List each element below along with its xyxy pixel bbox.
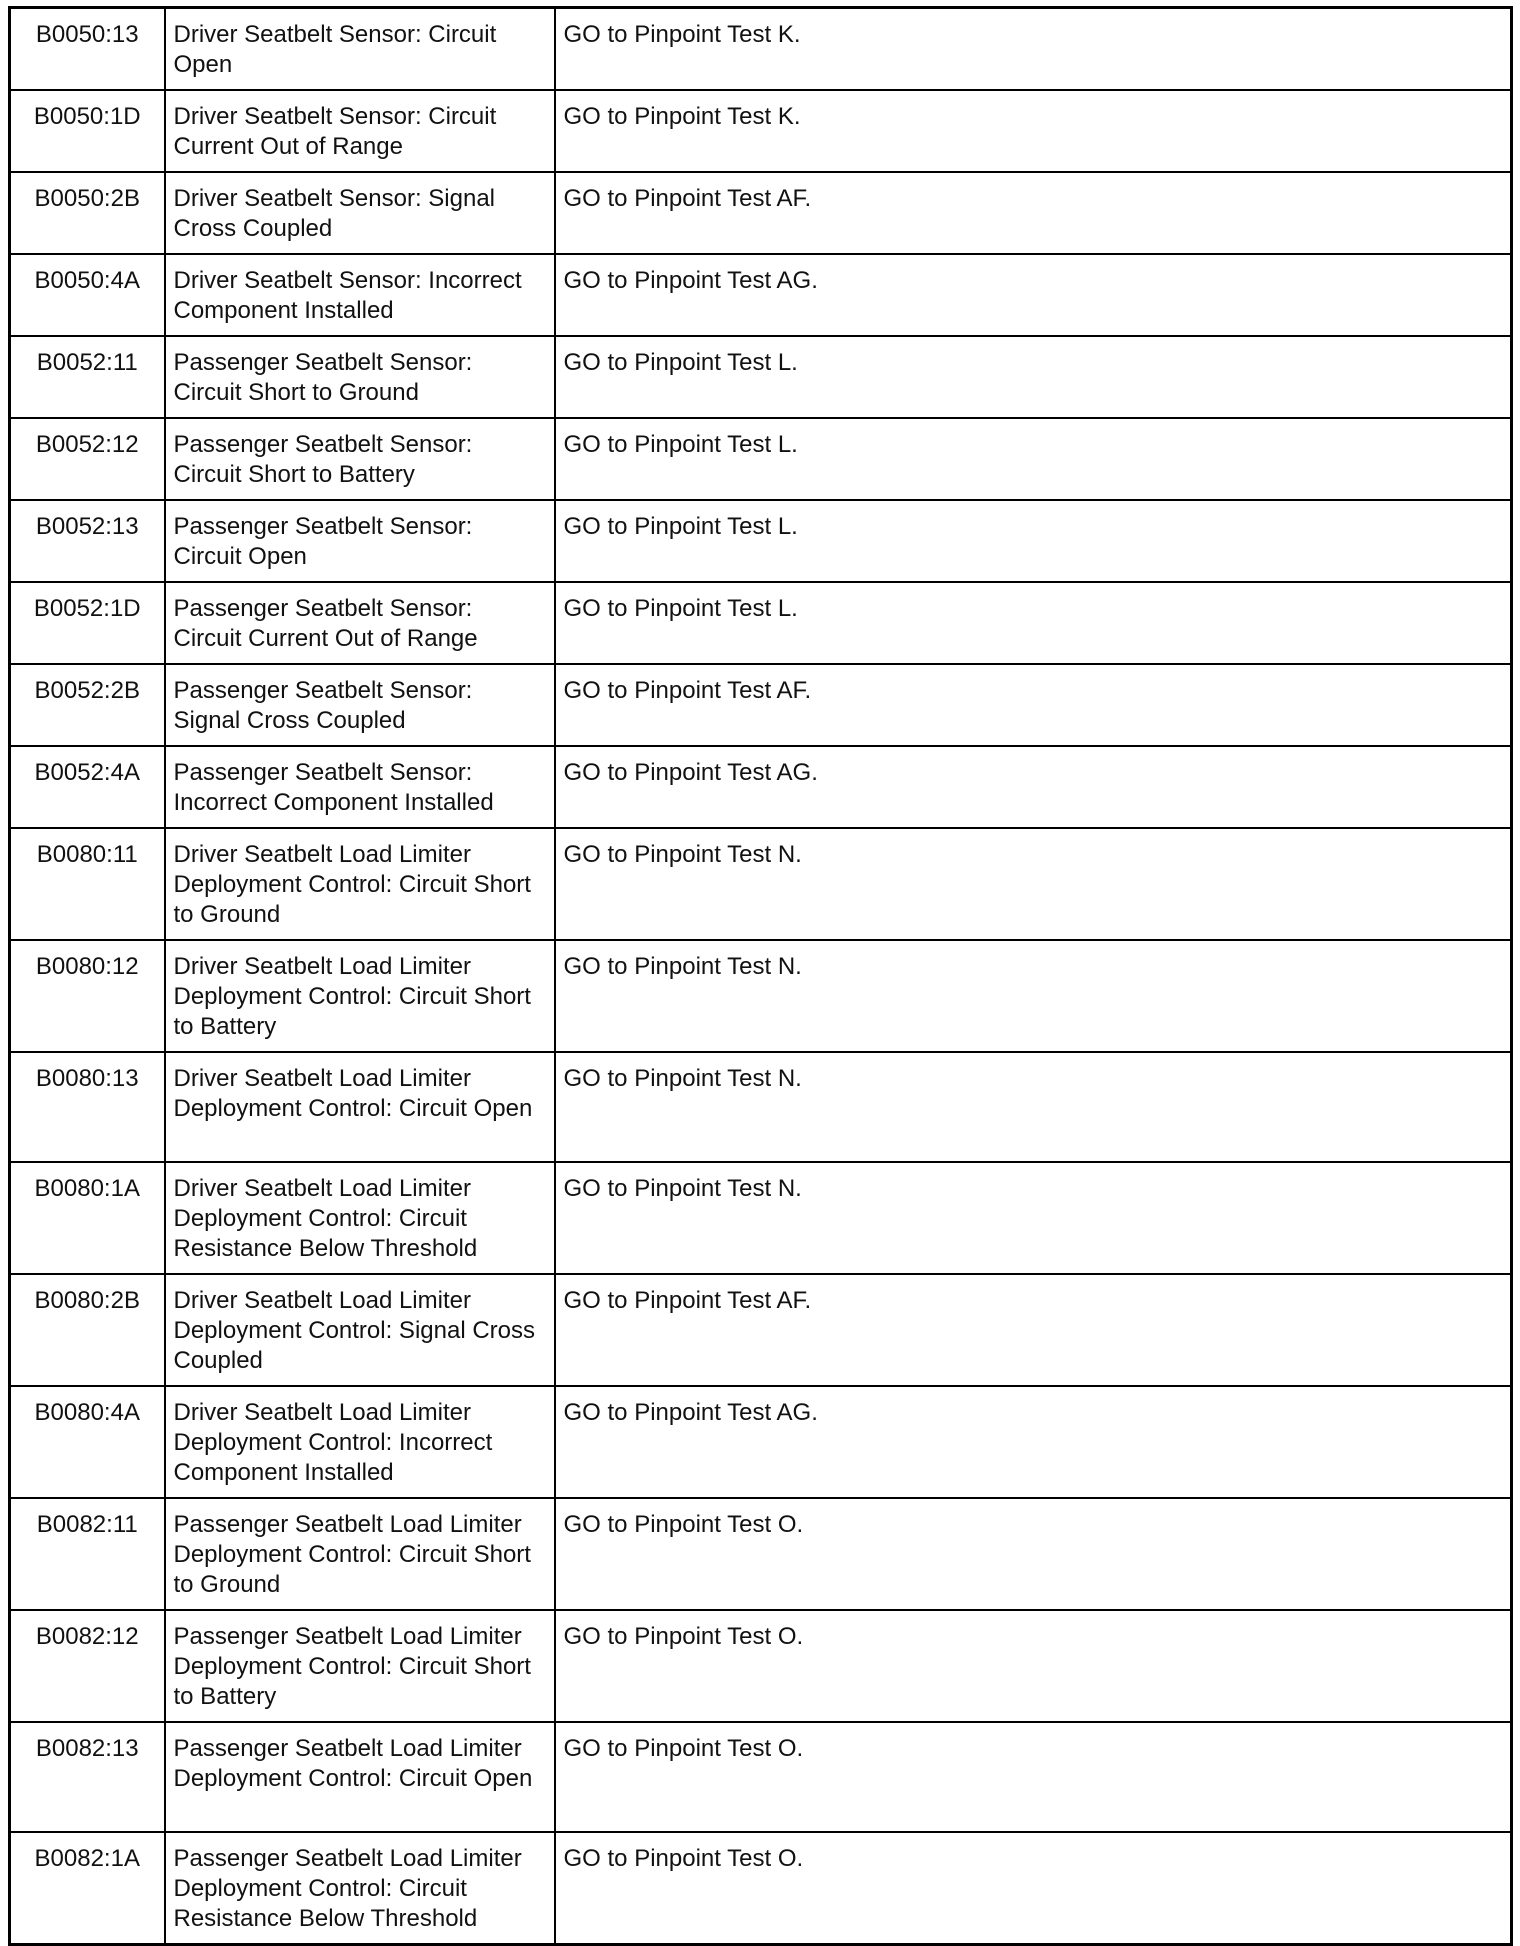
dtc-table-container (8, 6, 1513, 1946)
dtc-action: GO to Pinpoint Test L. (555, 418, 1512, 500)
dtc-code: B0052:12 (10, 418, 165, 500)
dtc-action: GO to Pinpoint Test AG. (555, 746, 1512, 828)
dtc-description: Driver Seatbelt Sensor: Signal Cross Coupled (165, 172, 555, 254)
table-row (10, 500, 1512, 582)
dtc-action: GO to Pinpoint Test N. (555, 1052, 1512, 1162)
dtc-description: Passenger Seatbelt Sensor: Circuit Open (165, 500, 555, 582)
dtc-description: Passenger Seatbelt Load Limiter Deployment Control: Circuit Short to Battery (165, 1610, 555, 1722)
dtc-code: B0080:1A (10, 1162, 165, 1274)
table-row (10, 746, 1512, 828)
table-row (10, 90, 1512, 172)
dtc-code: B0050:2B (10, 172, 165, 254)
dtc-action: GO to Pinpoint Test AG. (555, 1386, 1512, 1498)
table-row (10, 940, 1512, 1052)
table-row (10, 1498, 1512, 1610)
dtc-code: B0082:1A (10, 1832, 165, 1945)
table-row (10, 1386, 1512, 1498)
dtc-description: Passenger Seatbelt Sensor: Circuit Current Out of Range (165, 582, 555, 664)
dtc-code: B0080:4A (10, 1386, 165, 1498)
dtc-code: B0082:12 (10, 1610, 165, 1722)
dtc-code: B0052:13 (10, 500, 165, 582)
dtc-code: B0052:2B (10, 664, 165, 746)
dtc-action: GO to Pinpoint Test AF. (555, 1274, 1512, 1386)
dtc-code: B0050:1D (10, 90, 165, 172)
table-row (10, 254, 1512, 336)
table-row (10, 1274, 1512, 1386)
dtc-action: GO to Pinpoint Test K. (555, 8, 1512, 91)
dtc-description: Driver Seatbelt Sensor: Circuit Current Out of Range (165, 90, 555, 172)
table-row (10, 1610, 1512, 1722)
dtc-description: Driver Seatbelt Load Limiter Deployment Control: Circuit Short to Ground (165, 828, 555, 940)
dtc-action: GO to Pinpoint Test N. (555, 1162, 1512, 1274)
dtc-code: B0080:12 (10, 940, 165, 1052)
dtc-action: GO to Pinpoint Test O. (555, 1610, 1512, 1722)
dtc-action: GO to Pinpoint Test L. (555, 500, 1512, 582)
dtc-action: GO to Pinpoint Test N. (555, 940, 1512, 1052)
dtc-code: B0052:11 (10, 336, 165, 418)
table-row (10, 1162, 1512, 1274)
dtc-action: GO to Pinpoint Test AF. (555, 664, 1512, 746)
dtc-code: B0082:13 (10, 1722, 165, 1832)
dtc-code: B0052:1D (10, 582, 165, 664)
dtc-description: Passenger Seatbelt Sensor: Circuit Short to Battery (165, 418, 555, 500)
table-row (10, 8, 1512, 91)
table-row (10, 1832, 1512, 1945)
dtc-description: Driver Seatbelt Load Limiter Deployment Control: Incorrect Component Installed (165, 1386, 555, 1498)
dtc-code: B0080:11 (10, 828, 165, 940)
table-row (10, 1052, 1512, 1162)
dtc-action: GO to Pinpoint Test K. (555, 90, 1512, 172)
dtc-action: GO to Pinpoint Test AG. (555, 254, 1512, 336)
table-row (10, 418, 1512, 500)
dtc-description: Driver Seatbelt Load Limiter Deployment Control: Circuit Short to Battery (165, 940, 555, 1052)
dtc-code: B0082:11 (10, 1498, 165, 1610)
table-row (10, 336, 1512, 418)
dtc-description: Passenger Seatbelt Load Limiter Deployment Control: Circuit Open (165, 1722, 555, 1832)
dtc-description: Passenger Seatbelt Sensor: Signal Cross Coupled (165, 664, 555, 746)
dtc-description: Driver Seatbelt Sensor: Incorrect Component Installed (165, 254, 555, 336)
dtc-description: Passenger Seatbelt Load Limiter Deployment Control: Circuit Resistance Below Threshold (165, 1832, 555, 1945)
dtc-code: B0050:4A (10, 254, 165, 336)
table-row (10, 828, 1512, 940)
dtc-action: GO to Pinpoint Test O. (555, 1498, 1512, 1610)
dtc-description: Driver Seatbelt Load Limiter Deployment Control: Circuit Open (165, 1052, 555, 1162)
dtc-description: Driver Seatbelt Load Limiter Deployment Control: Circuit Resistance Below Threshold (165, 1162, 555, 1274)
dtc-description: Passenger Seatbelt Sensor: Circuit Short to Ground (165, 336, 555, 418)
table-row (10, 172, 1512, 254)
dtc-description: Passenger Seatbelt Load Limiter Deployment Control: Circuit Short to Ground (165, 1498, 555, 1610)
dtc-action: GO to Pinpoint Test O. (555, 1722, 1512, 1832)
table-row (10, 664, 1512, 746)
dtc-action: GO to Pinpoint Test N. (555, 828, 1512, 940)
table-row (10, 1722, 1512, 1832)
dtc-code: B0052:4A (10, 746, 165, 828)
dtc-table (8, 6, 1513, 1946)
dtc-action: GO to Pinpoint Test O. (555, 1832, 1512, 1945)
dtc-description: Driver Seatbelt Load Limiter Deployment Control: Signal Cross Coupled (165, 1274, 555, 1386)
dtc-action: GO to Pinpoint Test L. (555, 336, 1512, 418)
dtc-code: B0050:13 (10, 8, 165, 91)
dtc-code: B0080:2B (10, 1274, 165, 1386)
dtc-code: B0080:13 (10, 1052, 165, 1162)
dtc-action: GO to Pinpoint Test AF. (555, 172, 1512, 254)
dtc-action: GO to Pinpoint Test L. (555, 582, 1512, 664)
dtc-description: Passenger Seatbelt Sensor: Incorrect Component Installed (165, 746, 555, 828)
table-row (10, 582, 1512, 664)
dtc-description: Driver Seatbelt Sensor: Circuit Open (165, 8, 555, 91)
